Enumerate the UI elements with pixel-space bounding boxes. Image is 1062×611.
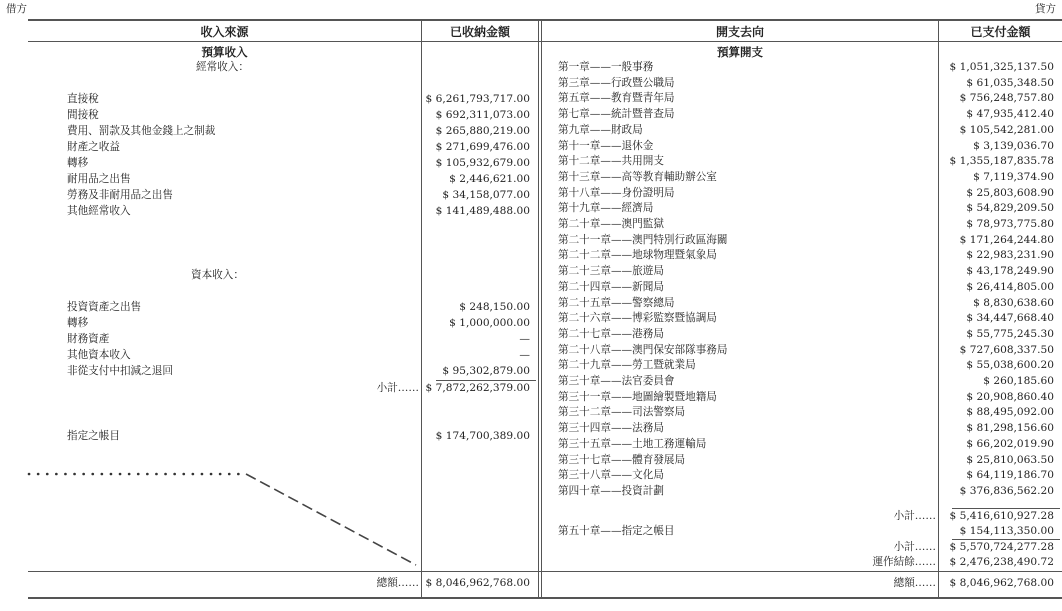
current-revenue-row-amount: $ 34,158,077.00: [442, 189, 530, 201]
expense-row-amount: $ 26,414,805.00: [966, 280, 1054, 293]
expense-row-amount: $ 66,202,019.90: [966, 437, 1054, 450]
col-rule-2b: [541, 19, 542, 598]
expense-row-amount: $ 43,178,249.90: [966, 265, 1054, 278]
expense-row-amount: $ 260,185.60: [983, 375, 1054, 387]
current-revenue-row-label: 財產之收益: [67, 141, 120, 153]
expense-row-amount: $ 34,447,668.40: [966, 312, 1054, 325]
expense-row-label: 第二十六章——博彩監察暨協調局: [558, 312, 717, 325]
current-revenue-row-amount: $ 692,311,073.00: [435, 109, 530, 121]
header-direction: 開支去向: [715, 25, 764, 39]
expense-row-label: 第十八章——身份證明局: [558, 186, 675, 199]
current-revenue-heading: 經常收入：: [196, 61, 249, 73]
right-subtotal1-label: 小計……: [893, 510, 936, 522]
current-revenue-row-amount: $ 141,489,488.00: [435, 205, 530, 217]
expense-row-label: 第二十四章——新聞局: [558, 280, 664, 293]
expense-row-label: 第二十九章——勞工暨就業局: [558, 359, 696, 372]
expense-row-amount: $ 376,836,562.20: [959, 484, 1054, 497]
right-designated-amount: $ 154,113,350.00: [959, 525, 1054, 537]
col-rule-2: [538, 19, 539, 598]
expense-row-label: 第二十章——澳門監獄: [558, 218, 664, 230]
capital-revenue-row-amount: —: [519, 349, 530, 361]
expense-row-label: 第三十二章——司法警察局: [558, 406, 686, 419]
expense-row-label: 第一章——一般事務: [558, 61, 654, 73]
left-designated-amount: $ 174,700,389.00: [435, 430, 530, 442]
expense-row-amount: $ 20,908,860.40: [966, 390, 1054, 403]
current-revenue-row-amount: $ 265,880,219.00: [435, 125, 530, 137]
current-revenue-row-amount: $ 271,699,476.00: [435, 141, 530, 153]
left-total-label: 總額……: [376, 577, 419, 589]
expense-row-label: 第十三章——高等教育輔助辦公室: [558, 170, 717, 183]
capital-revenue-row-label: 財務資產: [67, 333, 110, 345]
expense-row-amount: $ 756,248,757.80: [959, 92, 1054, 105]
capital-revenue-row-label: 投資資產之出售: [67, 301, 142, 313]
expense-row-label: 第三十一章——地圖繪製暨地籍局: [558, 390, 717, 403]
current-revenue-row-label: 轉移: [67, 157, 89, 169]
capital-revenue-row-label: 其他資本收入: [67, 349, 131, 361]
capital-revenue-row-label: 轉移: [67, 317, 89, 329]
expense-row-amount: $ 61,035,348.50: [966, 76, 1054, 89]
expense-row-amount: $ 7,119,374.90: [973, 170, 1054, 183]
header-received: 已收納金額: [449, 25, 510, 39]
expense-row-amount: $ 54,829,209.50: [966, 202, 1054, 215]
left-total-amount: $ 8,046,962,768.00: [425, 577, 530, 589]
current-revenue-row-amount: $ 105,932,679.00: [435, 157, 530, 169]
expense-row-amount: $ 81,298,156.60: [966, 422, 1054, 435]
bottom-rule: [28, 597, 1062, 599]
right-total-amount: $ 8,046,962,768.00: [949, 577, 1054, 589]
capital-revenue-heading: 資本收入：: [191, 269, 244, 281]
debit-label: 借方: [6, 3, 27, 15]
expense-row-amount: $ 727,608,337.50: [959, 343, 1054, 356]
current-revenue-row-label: 間接稅: [67, 109, 99, 121]
header-top-rule: [28, 19, 1062, 21]
expense-row-amount: $ 25,810,063.50: [966, 453, 1054, 466]
expense-row-amount: $ 3,139,036.70: [973, 139, 1054, 152]
header-bottom-rule: [28, 41, 1062, 42]
expense-row-label: 第二十七章——港務局: [558, 327, 664, 340]
expense-row-label: 第二十三章——旅遊局: [558, 265, 664, 278]
left-designated-label: 指定之帳目: [67, 430, 120, 442]
current-revenue-row-label: 直接稅: [67, 93, 99, 105]
header-paid: 已支付金額: [970, 25, 1031, 39]
operating-balance-label: 運作結餘……: [872, 556, 936, 568]
right-subtotal2-label: 小計……: [893, 541, 936, 553]
header-source: 收入來源: [200, 25, 249, 39]
operating-balance-amount: $ 2,476,238,490.72: [949, 556, 1054, 568]
expense-row-amount: $ 55,775,245.30: [966, 327, 1054, 340]
capital-revenue-row-amount: $ 95,302,879.00: [442, 365, 530, 377]
expense-row-label: 第三十章——法官委員會: [558, 375, 675, 387]
expense-row-label: 第五章——教育暨青年局: [558, 92, 675, 105]
right-subtotal2-amount: $ 5,570,724,277.28: [949, 541, 1054, 553]
right-subtotal1-amount: $ 5,416,610,927.28: [949, 510, 1054, 522]
expense-row-amount: $ 88,495,092.00: [966, 406, 1054, 419]
expense-row-amount: $ 1,355,187,835.78: [949, 155, 1054, 168]
current-revenue-row-label: 勞務及非耐用品之出售: [67, 189, 173, 201]
capital-revenue-row-amount: $ 1,000,000.00: [449, 317, 530, 329]
total-top-rule: [28, 571, 1062, 572]
current-revenue-row-label: 費用、罰款及其他金錢上之制裁: [67, 125, 216, 137]
expense-row-label: 第二十八章——澳門保安部隊事務局: [558, 343, 728, 356]
left-subtotal-amount: $ 7,872,262,379.00: [425, 382, 530, 394]
expense-row-label: 第九章——財政局: [558, 123, 643, 136]
expense-row-label: 第三十八章——文化局: [558, 469, 664, 482]
expense-row-label: 第三十四章——法務局: [558, 422, 664, 435]
expense-row-label: 第十九章——經濟局: [558, 202, 654, 215]
expense-row-amount: $ 25,803,608.90: [966, 186, 1054, 199]
current-revenue-row-label: 其他經常收入: [67, 205, 131, 217]
capital-revenue-row-label: 非從支付中扣減之退回: [67, 365, 173, 377]
right-designated-label: 第五十章——指定之帳目: [558, 525, 675, 537]
expense-row-amount: $ 78,973,775.80: [966, 218, 1054, 230]
current-revenue-row-amount: $ 6,261,793,717.00: [425, 93, 530, 105]
credit-label: 貸方: [1035, 3, 1056, 15]
left-subtotal-label: 小計……: [376, 382, 419, 394]
expense-row-amount: $ 1,051,325,137.50: [949, 61, 1054, 73]
expense-row-label: 第十二章——共用開支: [558, 155, 664, 168]
expense-row-label: 第三章——行政暨公職局: [558, 76, 675, 89]
expense-row-label: 第四十章——投資計劃: [558, 484, 664, 497]
budget-expense-title: 預算開支: [717, 45, 763, 59]
expense-row-amount: $ 105,542,281.00: [959, 123, 1054, 136]
expense-row-amount: $ 47,935,412.40: [966, 108, 1054, 121]
expense-row-amount: $ 55,038,600.20: [966, 359, 1054, 372]
expense-row-label: 第十一章——退休金: [558, 139, 654, 152]
expense-row-label: 第三十七章——體育發展局: [558, 453, 686, 466]
capital-revenue-row-amount: —: [519, 333, 530, 345]
expense-row-label: 第二十二章——地球物理暨氣象局: [558, 249, 717, 262]
capital-revenue-row-amount: $ 248,150.00: [459, 301, 530, 313]
current-revenue-row-label: 耐用品之出售: [67, 173, 131, 185]
expense-row-label: 第二十一章——澳門特別行政區海關: [558, 233, 728, 246]
fill-in-line: [20, 465, 420, 569]
expense-row-label: 第三十五章——土地工務運輸局: [558, 437, 707, 450]
right-total-label: 總額……: [893, 577, 936, 589]
expense-row-amount: $ 8,830,638.60: [973, 296, 1054, 309]
expense-row-label: 第二十五章——警察總局: [558, 296, 675, 309]
current-revenue-row-amount: $ 2,446,621.00: [449, 173, 530, 185]
expense-row-amount: $ 171,264,244.80: [959, 233, 1054, 246]
expense-row-amount: $ 64,119,186.70: [966, 469, 1054, 482]
budget-revenue-title: 預算收入: [201, 45, 248, 59]
expense-row-label: 第七章——統計暨普查局: [558, 108, 675, 121]
expense-row-amount: $ 22,983,231.90: [966, 249, 1054, 262]
